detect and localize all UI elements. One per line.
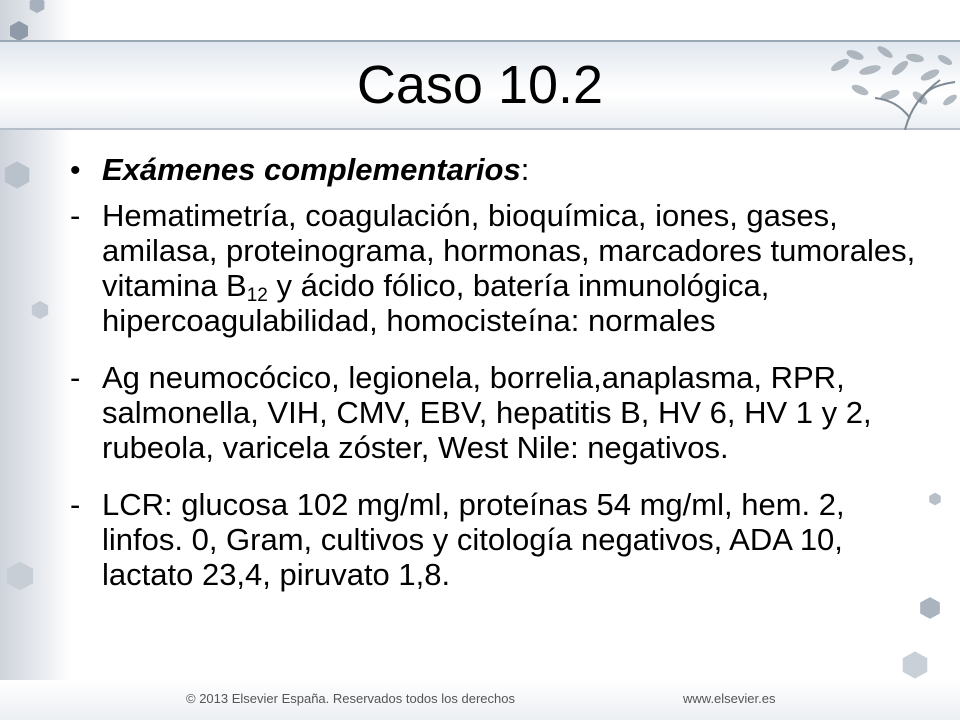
section-heading-colon: : <box>520 152 530 187</box>
dash-marker: - <box>70 360 81 395</box>
hexagon-decor-4 <box>2 160 32 190</box>
hexagon-decor-2 <box>28 0 46 14</box>
bullet-heading-row <box>70 152 930 188</box>
section-heading <box>102 152 529 187</box>
list-item-text-part: y ácido fólico, batería inmunológica, hipercoagulabilidad, homocisteína: normales <box>102 268 770 338</box>
list-item <box>70 198 930 338</box>
hexagon-decor-6 <box>4 560 36 592</box>
hexagon-decor-5 <box>30 300 50 320</box>
list-item-text: LCR: glucosa 102 mg/ml, proteínas 54 mg/ml, hem. 2, linfos. 0, Gram, cultivos y citología negativos, ADA 10, lactato 23,4, piruvato 1,8. <box>102 487 845 592</box>
slide-content <box>70 152 930 614</box>
footer-copyright: © 2013 Elsevier España. Reservados todos los derechos <box>186 691 515 706</box>
slide-title: Caso 10.2 <box>356 55 604 115</box>
section-heading-text: Exámenes complementarios <box>102 152 521 187</box>
dash-marker: - <box>70 198 81 233</box>
list-item <box>70 360 930 465</box>
hexagon-decor-9 <box>900 650 930 680</box>
list-item-text: Ag neumocócico, legionela, borrelia,anaplasma, RPR, salmonella, VIH, CMV, EBV, hepatitis B, HV 6, HV 1 y 2, rubeola, varicela zóster, West Nile: negativos. <box>102 360 872 465</box>
list-item <box>70 487 930 592</box>
list-item-text <box>102 198 930 338</box>
footer-url: www.elsevier.es <box>683 691 776 706</box>
bullet-icon: • <box>70 154 81 187</box>
dash-marker: - <box>70 487 81 522</box>
hexagon-decor-7 <box>928 492 942 506</box>
list-item-text-part: Hematimetría, coagulación, bioquímica, iones, gases, amilasa, proteinograma, hormonas, marcadores tumorales, vitamina B <box>102 198 916 303</box>
subscript: 12 <box>246 285 268 306</box>
hexagon-decor-1 <box>8 20 30 42</box>
